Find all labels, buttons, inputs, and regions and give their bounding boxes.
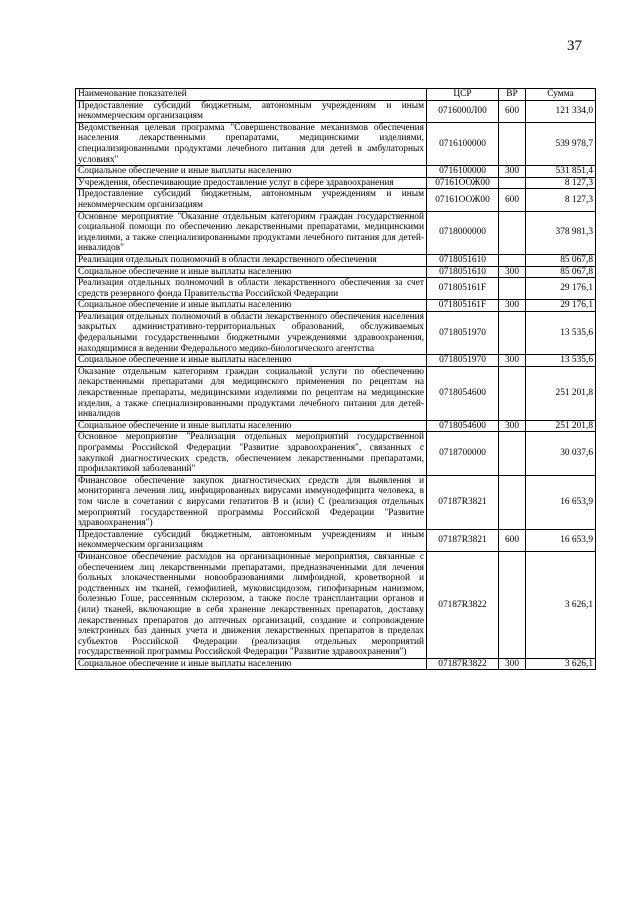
table-row [76,177,596,189]
row-vr: 300 [499,658,526,670]
row-csr: 0718051610 [427,266,499,278]
table-row [76,355,596,367]
row-name: Реализация отдельных полномочий в области лекарственного обеспечения населения закрытых административно-территориальных образований, обслуживаемых федеральными государственными бюджетными учреждениями здравоохранения, находящимися в ведении Федерального медико-биологического агентства [76,311,427,354]
row-name: Реализация отдельных полномочий в области лекарственного обеспечения [76,254,427,266]
row-name: Социальное обеспечение и иные выплаты населению [76,420,427,432]
row-vr: 300 [499,266,526,278]
row-sum: 251 201,8 [526,420,596,432]
row-csr: 0716000Л00 [427,100,499,122]
table-row [76,475,596,529]
row-csr: 071805161F [427,278,499,300]
row-sum: 531 851,4 [526,166,596,178]
row-vr [499,432,526,475]
row-sum: 378 981,3 [526,211,596,254]
row-vr [499,211,526,254]
table-row [76,432,596,475]
row-csr: 0718051970 [427,355,499,367]
row-vr [499,366,526,420]
budget-table [75,88,596,670]
row-vr [499,551,526,658]
row-csr: 0718700000 [427,432,499,475]
table-row [76,366,596,420]
page-number: 37 [567,38,582,54]
row-csr: 07187R3821 [427,475,499,529]
table-row [76,100,596,122]
row-csr: 07161ООЖ00 [427,189,499,211]
row-sum: 8 127,3 [526,177,596,189]
row-sum: 30 037,6 [526,432,596,475]
row-sum: 29 176,1 [526,300,596,312]
table-row [76,266,596,278]
row-name: Реализация отдельных полномочий в области лекарственного обеспечения за счет средств резервного фонда Правительства Российской Федерации [76,278,427,300]
row-sum: 8 127,3 [526,189,596,211]
row-vr: 600 [499,100,526,122]
row-csr: 07187R3821 [427,529,499,551]
header-vr: ВР [499,89,526,101]
row-vr: 600 [499,529,526,551]
table-header-row [76,89,596,101]
row-csr: 0716100000 [427,166,499,178]
table-row [76,658,596,670]
row-csr: 0718054600 [427,366,499,420]
row-csr: 0718000000 [427,211,499,254]
row-sum: 3 626,1 [526,551,596,658]
row-vr [499,122,526,165]
row-vr: 300 [499,300,526,312]
row-vr: 300 [499,420,526,432]
row-sum: 16 653,9 [526,475,596,529]
table-row [76,122,596,165]
row-csr: 0718051970 [427,311,499,354]
table-row [76,529,596,551]
row-name: Финансовое обеспечение закупок диагностических средств для выявления и мониторинга лечения лиц, инфицированных вирусами иммунодефицита человека, в том числе в сочетании с вирусами гепатитов В и (или) С (реализация отдельных мероприятий государственной программы Российской Федерации "Развитие здравоохранения") [76,475,427,529]
row-vr: 600 [499,189,526,211]
row-name: Предоставление субсидий бюджетным, автономным учреждениям и иным некоммерческим организациям [76,100,427,122]
row-sum: 85 067,8 [526,266,596,278]
row-sum: 251 201,8 [526,366,596,420]
table-row [76,551,596,658]
row-csr: 07187R3822 [427,551,499,658]
table-row [76,211,596,254]
table-body [76,100,596,670]
row-sum: 13 535,6 [526,355,596,367]
row-name: Основное мероприятие "Реализация отдельных мероприятий государственной программы Российской Федерации "Развитие здравоохранения", связанных с закупкой диагностических средств, обеспечением лекарственными препаратами, профилактикой заболеваний" [76,432,427,475]
row-vr [499,475,526,529]
row-sum: 16 653,9 [526,529,596,551]
table-row [76,278,596,300]
row-csr: 0718051610 [427,254,499,266]
row-sum: 85 067,8 [526,254,596,266]
row-vr [499,177,526,189]
row-csr: 07161ООЖ00 [427,177,499,189]
row-csr: 0716100000 [427,122,499,165]
row-name: Социальное обеспечение и иные выплаты населению [76,355,427,367]
row-sum: 3 626,1 [526,658,596,670]
row-name: Учреждения, обеспечивающие предоставление услуг в сфере здравоохранения [76,177,427,189]
table-row [76,166,596,178]
row-name: Финансовое обеспечение расходов на организационные мероприятия, связанные с обеспечением лиц лекарственными препаратами, предназначенными для лечения больных злокачественными новообразованиями лимфоидной, кроветворной и родственных им тканей, гемофилией, муковисцидозом, гипофизарным нанизмом, болезнью Гоше, рассеянным склерозом, а также после трансплантации органов и (или) тканей, включающие в себя хранение лекарственных препаратов, доставку лекарственных препаратов до аптечных организаций, создание и сопровождение электронных баз данных учета и движения лекарственных препаратов в пределах субъектов Российской Федерации (реализация отдельных мероприятий государственной программы Российской Федерации "Развитие здравоохранения") [76,551,427,658]
row-vr [499,311,526,354]
row-csr: 0718054600 [427,420,499,432]
row-name: Предоставление субсидий бюджетным, автономным учреждениям и иным некоммерческим организациям [76,529,427,551]
row-name: Социальное обеспечение и иные выплаты населению [76,300,427,312]
row-vr: 300 [499,166,526,178]
table-row [76,300,596,312]
row-vr: 300 [499,355,526,367]
row-vr [499,278,526,300]
row-csr: 071805161F [427,300,499,312]
row-sum: 29 176,1 [526,278,596,300]
row-name: Ведомственная целевая программа "Совершенствование механизмов обеспечения населения лекарственными препаратами, медицинскими изделиями, специализированными продуктами лечебного питания для детей в амбулаторных условиях" [76,122,427,165]
table-row [76,420,596,432]
row-vr [499,254,526,266]
header-name: Наименование показателей [76,89,427,101]
row-name: Основное мероприятие "Оказание отдельным категориям граждан государственной социальной помощи по обеспечению лекарственными препаратами, медицинскими изделиями, а также специализированными продуктами лечебного питания для детей-инвалидов" [76,211,427,254]
header-csr: ЦСР [427,89,499,101]
row-name: Предоставление субсидий бюджетным, автономным учреждениям и иным некоммерческим организациям [76,189,427,211]
row-sum: 539 978,7 [526,122,596,165]
row-name: Социальное обеспечение и иные выплаты населению [76,266,427,278]
row-name: Социальное обеспечение и иные выплаты населению [76,658,427,670]
row-sum: 121 334,0 [526,100,596,122]
row-name: Социальное обеспечение и иные выплаты населению [76,166,427,178]
table-row [76,311,596,354]
table-row [76,189,596,211]
table-row [76,254,596,266]
row-name: Оказание отдельным категориям граждан социальной услуги по обеспечению лекарственными препаратами для медицинского применения по рецептам на лекарственные препараты, медицинскими изделиями по рецептам на медицинские изделия, а также специализированными продуктами лечебного питания для детей-инвалидов [76,366,427,420]
row-sum: 13 535,6 [526,311,596,354]
row-csr: 07187R3822 [427,658,499,670]
header-sum: Сумма [526,89,596,101]
